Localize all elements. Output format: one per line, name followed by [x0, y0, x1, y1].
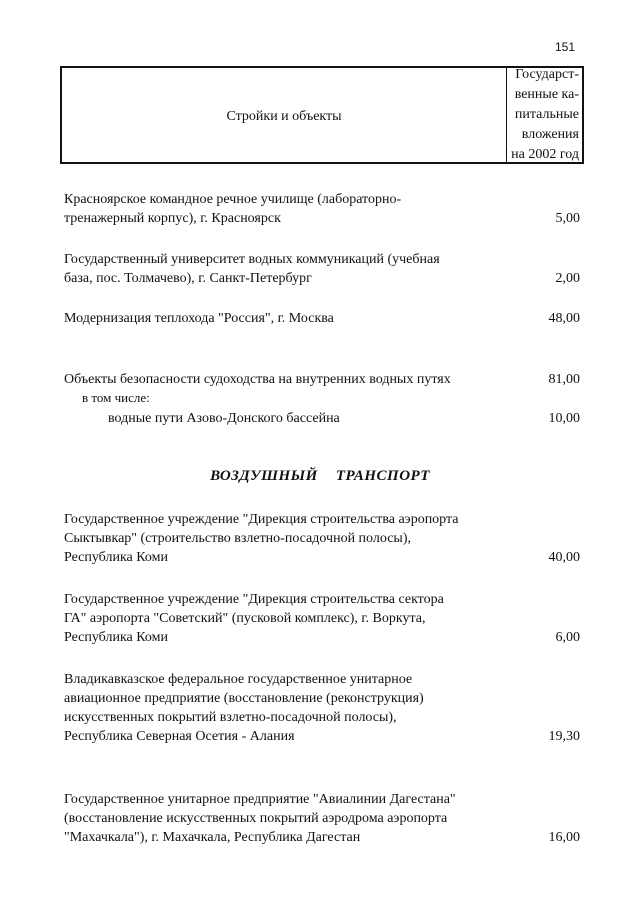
table-row — [64, 590, 580, 647]
page-number: 151 — [554, 40, 575, 54]
table-header — [60, 66, 584, 164]
row-value: 6,00 — [555, 630, 580, 645]
row-text: Сыктывкар" (строительство взлетно-посадочной полосы), — [64, 531, 411, 546]
column-header-objects: Стройки и объекты — [226, 109, 342, 124]
row-value: 48,00 — [548, 311, 580, 326]
table-row — [64, 790, 580, 847]
section-title-word: ТРАНСПОРТ — [335, 468, 430, 484]
row-text: в том числе: — [82, 390, 150, 405]
row-text: тренажерный корпус), г. Красноярск — [64, 211, 281, 226]
row-text: Владикавказское федеральное государственное унитарное — [64, 672, 413, 687]
section-title-word: ВОЗДУШНЫЙ — [210, 468, 318, 484]
row-value: 81,00 — [548, 372, 580, 387]
row-value: 2,00 — [555, 271, 580, 286]
table-row — [64, 510, 580, 567]
row-text: ГА" аэропорта "Советский" (пусковой комплекс), г. Воркута, — [64, 611, 426, 626]
row-text: Республика Коми — [64, 630, 168, 645]
row-text: (восстановление искусственных покрытий аэродрома аэропорта — [64, 811, 448, 826]
table-row — [64, 309, 580, 328]
row-text: "Махачкала"), г. Махачкала, Республика Дагестан — [64, 830, 361, 845]
column-header-line: Государст- — [515, 67, 579, 82]
table-row — [64, 670, 580, 746]
row-value: 10,00 — [548, 411, 580, 426]
row-text: Красноярское командное речное училище (лабораторно- — [64, 192, 402, 207]
row-text: искусственных покрытий взлетно-посадочной полосы), — [64, 710, 397, 725]
row-text: база, пос. Толмачево), г. Санкт-Петербург — [64, 271, 312, 286]
section-title — [0, 468, 640, 485]
column-header-line: питальные — [514, 107, 579, 122]
column-header-line: венные ка- — [514, 87, 579, 102]
row-text: Объекты безопасности судоходства на внутренних водных путях — [64, 372, 451, 387]
row-text: Модернизация теплохода "Россия", г. Москва — [64, 311, 334, 326]
table-row — [64, 250, 580, 288]
table-subrow — [64, 409, 580, 428]
row-text: Государственное учреждение "Дирекция строительства аэропорта — [64, 512, 459, 527]
table-row — [64, 370, 580, 389]
row-text: Государственное учреждение "Дирекция строительства сектора — [64, 592, 444, 607]
row-value: 5,00 — [555, 211, 580, 226]
column-header-line: вложения — [521, 127, 579, 142]
row-value: 16,00 — [548, 830, 580, 845]
row-text: Республика Северная Осетия - Алания — [64, 729, 295, 744]
row-value: 19,30 — [548, 729, 580, 744]
row-text: водные пути Азово-Донского бассейна — [108, 411, 340, 426]
table-row — [64, 190, 580, 228]
row-text: Государственный университет водных коммуникаций (учебная — [64, 252, 440, 267]
row-text: Государственное унитарное предприятие "Авиалинии Дагестана" — [64, 792, 456, 807]
column-header-investments — [506, 68, 582, 162]
row-sublabel — [64, 390, 580, 406]
row-text: Республика Коми — [64, 550, 168, 565]
column-header-line: на 2002 год — [511, 147, 579, 162]
row-text: авиационное предприятие (восстановление (реконструкция) — [64, 691, 424, 706]
row-value: 40,00 — [548, 550, 580, 565]
